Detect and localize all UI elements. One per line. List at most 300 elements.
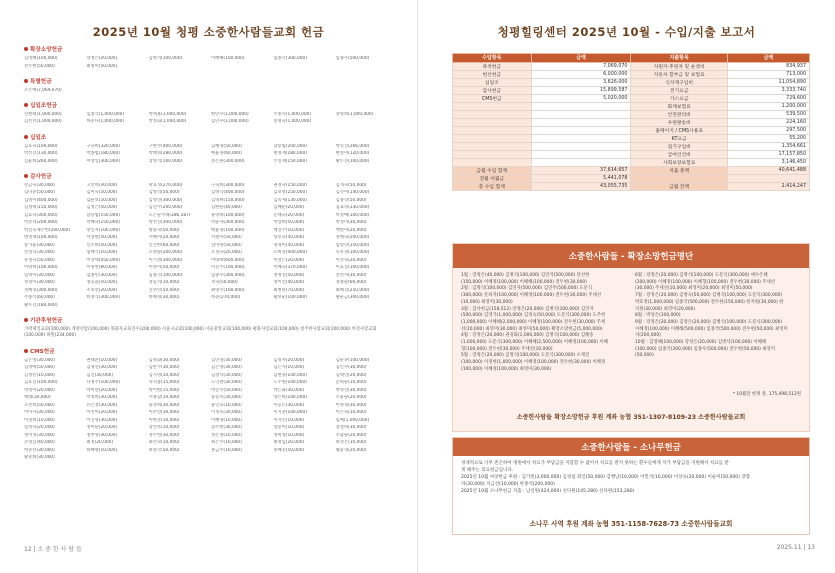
bullet-icon xyxy=(24,79,28,83)
donor-entry: 전선자(30,000) xyxy=(335,272,367,278)
offering-line: (30,000) 주세선(10,000) 최영미(20,000) 최영미(50,000) xyxy=(635,286,753,292)
expense-item: 금월 잔액 xyxy=(631,182,727,190)
donor-grid xyxy=(24,183,396,309)
donor-entry: 이상은(20,000) xyxy=(273,257,305,263)
donor-entry: 김병식(400,000) xyxy=(210,190,245,196)
expense-item: 홈페이지 / CMS사용료 xyxy=(631,126,727,134)
header-expense-item: 지출항목 xyxy=(631,54,727,63)
bullet-icon xyxy=(24,174,28,178)
offering-line: (300,000) 문희자(100,000) 이혜정(100,000) 전두현(30,000) 주세선 xyxy=(461,293,602,299)
offering-line: 10월 : 김영해(100,000) 강정은(20,000) 김병석(100,000) 이혜해 xyxy=(635,340,767,346)
expense-amount xyxy=(727,174,809,182)
donor-entry: 심미영(50,000) xyxy=(210,242,242,248)
donor-entry: 김병석(50,000) xyxy=(148,190,180,196)
table-row xyxy=(453,158,810,166)
donor-entry: 구숙희(320,000) xyxy=(86,143,120,149)
expense-item: 전기요금 xyxy=(631,86,727,94)
expense-amount: 55,200 xyxy=(727,134,809,142)
donor-entry: 윤인호(10,000) xyxy=(210,402,242,408)
income-item xyxy=(453,150,532,158)
donor-entry: 황두진(100,000) xyxy=(335,158,370,164)
donor-entry: 문태숙(20,000) xyxy=(273,212,305,218)
donor-entry: 최영임(20,000) xyxy=(273,440,305,446)
table-row xyxy=(453,134,810,142)
donor-entry: 임영미(30,000) xyxy=(24,272,55,278)
donor-entry: 오정숙(20,000) xyxy=(210,250,242,256)
donor-entry: 백대(30,000) xyxy=(24,395,51,401)
donor-entry: 정은원(300,000) xyxy=(210,158,245,164)
donor-entry: 김인수(30,000) xyxy=(335,365,367,371)
donor-entry: 김옥제(130,000) xyxy=(273,197,307,203)
donor-entry: 김혜경(50,000) xyxy=(210,143,242,149)
pine-tree-line: 2025년 10월 소나무헌금 지출 : 남신원(424,000) 신다원(145,280) 신다원(153,280) xyxy=(461,488,635,494)
donor-entry: 김민정(30,000) xyxy=(210,357,242,363)
donor-entry: 서원미(50,000) xyxy=(210,235,242,241)
offering-line: 박효정(1,000,000) 임종국(500,000) 전두현(150,000) 한지원(30,000) 한 xyxy=(635,299,784,305)
offering-line: 6월 : 강정은(20,000) 김병석(100,000) 도문식(300,000) 예수은혜 xyxy=(635,273,768,278)
table-row xyxy=(453,182,810,190)
offering-category xyxy=(24,101,396,126)
category-title: 확장소망헌금 xyxy=(30,47,63,53)
income-amount xyxy=(531,134,631,142)
donor-entry: 류영희(100,000) xyxy=(210,212,245,218)
donor-entry: 허준다(1,000,000) xyxy=(86,119,125,125)
donor-entry: 권태준(10,000) xyxy=(86,357,118,363)
donor-entry: 이혜영(10,000) xyxy=(210,417,242,423)
expense-amount: 834,937 xyxy=(727,62,809,70)
donor-entry: 하혜원(10,000) xyxy=(86,447,118,453)
donor-entry: 이자인(10,000) xyxy=(273,417,305,423)
table-row xyxy=(453,166,810,174)
category-heading xyxy=(24,133,396,141)
donor-entry: 허준선(30,000) xyxy=(24,447,55,453)
donor-entry: 임종국(300,000) xyxy=(273,56,307,61)
donor-entry: 황우진(180,000) xyxy=(24,302,58,308)
offering-line: 5월 : 강정은(20,000) 김병석(100,000) 도문식(300,000) 소재길 xyxy=(461,353,590,359)
expense-item: 사회보장보험료 xyxy=(631,158,727,166)
donor-entry: 이강택(450,000) xyxy=(86,257,120,263)
pine-tree-line: 게 해주는 의료헌금입니다. xyxy=(461,467,514,473)
pine-tree-title: 소중한사람들 - 소나무헌금 xyxy=(453,438,809,456)
donor-entry: 정부영(30,000) xyxy=(86,432,118,438)
donor-entry: 추종석(60,000) xyxy=(24,295,55,301)
expansion-hope-account: 소중한사람들 확장소망헌금 후원 계좌 농협 351-1307-8109-23 소중한사람들교회 xyxy=(516,414,746,421)
expense-amount: 1,200,000 xyxy=(727,102,809,110)
donor-entry: 이명정(30,000) xyxy=(335,402,367,408)
donor-entry: 김현경(100,000) xyxy=(273,372,307,378)
donor-entry: 유옥경(100,000) xyxy=(335,250,370,256)
donor-entry: 심윤희(260,000) xyxy=(24,158,58,164)
donor-entry: 강금숙(30,000) xyxy=(24,182,55,188)
donor-entry: 주종석(1,000,000) xyxy=(273,111,312,117)
donor-entry: 한민수(1,000,000) xyxy=(210,111,249,117)
donor-entry: 문희순(10,000) xyxy=(335,380,367,386)
pine-tree-line: 2025년 10월 씨앗헌금 후원 : 김가빈(3,000,000) 김경섭 휘인(50,000) 김행남(10,000) 이민석(10,000) 이상숙(20,000) 이순미(50,000) 장향 xyxy=(461,474,750,480)
donor-entry: 곽효정(270,000) xyxy=(148,182,183,188)
donor-entry: 장정희(30,000) xyxy=(335,425,367,431)
donor-entry: 오윤순(20,000) xyxy=(335,395,367,401)
donor-entry: 김미숙(50,000) xyxy=(86,190,118,196)
expense-item: 가스요금 xyxy=(631,94,727,102)
table-row xyxy=(453,78,810,86)
income-item xyxy=(453,142,532,150)
donor-entry: 박미현(15,000) xyxy=(148,387,180,393)
offering-category xyxy=(24,172,396,309)
income-item xyxy=(453,110,532,118)
offering-line: (50,000) xyxy=(635,353,654,359)
category-title: 특별헌금 xyxy=(30,78,52,85)
table-row xyxy=(453,118,810,126)
donor-entry: 정은경(10,000) xyxy=(210,432,242,438)
expense-item: 안전관리비 xyxy=(631,110,727,118)
category-heading xyxy=(24,172,396,180)
table-row xyxy=(453,70,810,78)
donor-entry: 방윤숙(50,000) xyxy=(148,227,180,233)
donor-entry: 변영재(100,000) xyxy=(24,235,58,241)
expense-amount: 729,600 xyxy=(727,94,809,102)
income-item: 총 수입 합계 xyxy=(453,182,532,190)
donor-entry: 최은주(10,000) xyxy=(210,440,242,446)
donor-entry: 송영숙(1,000,000) xyxy=(273,119,312,125)
donor-entry: 박길진(266,000) xyxy=(335,143,370,149)
income-amount xyxy=(531,118,631,126)
income-item xyxy=(453,126,532,134)
donor-entry: 김진(30,000) xyxy=(86,372,114,378)
expense-item: 자원자·후원자 및 운영비 xyxy=(631,62,727,70)
donor-entry: 정동윤(50,000) xyxy=(86,280,118,286)
donor-entry: 송동옥(30,000) xyxy=(210,395,242,401)
page-number-right: 2025.11 | 13 xyxy=(776,544,815,551)
total-note: * 10월말 현재 총, 175,498,512원 xyxy=(732,392,801,397)
donor-entry: 임혜(1,000,000) xyxy=(335,417,370,423)
donor-entry: 조옥선(20,000) xyxy=(86,287,118,293)
offering-line: 8월 : 박상은(100,000) xyxy=(635,313,681,319)
donor-entry: 엄영민(150,000) xyxy=(335,242,370,248)
donor-entry: 성민숙(50,000) xyxy=(273,235,305,241)
income-item: CMS헌금 xyxy=(453,94,532,102)
offering-line: 2월 : 김병석(100,000) 김연자(500,000) 김연주(500,000) 도문식 xyxy=(461,286,593,292)
donor-entry: 박문주(50,000) xyxy=(210,387,242,393)
income-amount xyxy=(531,142,631,150)
donor-entry: 김영미(400,000) xyxy=(24,197,58,203)
offering-list-jan-may xyxy=(461,273,629,374)
donor-entry: 김현순(40,000) xyxy=(210,205,242,211)
donor-entry: 이상일(300,000) xyxy=(86,158,120,164)
expense-amount: 1,354,661 xyxy=(727,142,809,150)
donor-entry: 정숙(50,000) xyxy=(210,280,238,286)
income-amount: 6,000,000 xyxy=(531,70,631,78)
donor-entry: 임종국(1,000,000) xyxy=(86,111,125,117)
income-item: 감사헌금 xyxy=(453,86,532,94)
donor-entry: 배윤경(100,000) xyxy=(210,227,245,233)
donor-entry: 이미자(30,000) xyxy=(24,410,55,416)
donor-grid xyxy=(24,144,396,165)
category-title: 감사헌금 xyxy=(30,173,52,180)
donor-entry: 박준혁(200,000) xyxy=(24,220,58,226)
expense-item xyxy=(631,174,727,182)
donor-entry: 하정은(10,000) xyxy=(335,440,367,446)
donor-entry: 김지영(10,000) xyxy=(148,372,180,378)
donor-entry: 황윤경(20,000) xyxy=(335,447,367,453)
donor-entry: 도주원(100,000) xyxy=(273,380,307,386)
donor-entry: 이은숙(10,000) xyxy=(335,410,367,416)
donor-entry: 장승미(10,000) xyxy=(273,425,305,431)
donor-entry: 최영미(50,000) xyxy=(86,63,118,69)
donor-entry: 박진욱제주헌(200,000) xyxy=(24,227,71,233)
category-heading xyxy=(24,347,396,355)
expense-amount: 11,054,890 xyxy=(727,78,809,86)
donor-entry: 신소희(50,000) xyxy=(86,242,118,248)
donor-entry: 신진한(60,000) xyxy=(148,242,180,248)
donor-entry: 송가윤(30,000) xyxy=(24,242,55,248)
donor-entry: 최정(20,000) xyxy=(86,440,114,446)
expense-item: 식자재구입비 xyxy=(631,78,727,86)
income-item xyxy=(453,134,532,142)
income-expense-table xyxy=(452,53,810,191)
donor-entry: 양은희(100,000) xyxy=(273,395,307,401)
donor-entry: 홍금주(10,000) xyxy=(210,447,242,453)
pine-tree-body xyxy=(453,456,809,496)
category-title: 십일조 xyxy=(30,134,47,141)
donor-entry: 변영재(180,000) xyxy=(273,151,307,157)
table-row xyxy=(453,126,810,134)
donor-entry: 이혜해(100,000) xyxy=(210,56,245,61)
donor-entry: 김은영(30,000) xyxy=(210,365,242,371)
donor-entry: 박혜숙(250,000) xyxy=(86,220,120,226)
donor-entry: 박정화(1,000,000) xyxy=(148,119,187,125)
offering-line: 4월 : 강정은(20,000) 권경화(1,000,000) 김병석(100,000) 김혜송 xyxy=(461,333,594,339)
donor-entry: 김영애(50,000) xyxy=(24,365,55,371)
offering-line: (200,000) 이혜정(100,000) 이혜형(100,000) 전두현(30,000) 주세선 xyxy=(635,279,776,285)
donor-entry: 최병관(70,000) xyxy=(273,287,305,293)
donor-entry: 조은예(7,069,070) xyxy=(24,87,62,93)
donor-entry: 이동은(30,000) xyxy=(273,402,305,408)
donor-entry: 임성숙(20,000) xyxy=(24,425,55,431)
donor-entry: 이지훈(100,000) xyxy=(273,410,307,416)
donor-entry: 이영미(50,000) xyxy=(148,265,180,271)
donor-entry: 김나준(50,000) xyxy=(24,190,55,196)
donor-grid xyxy=(24,112,396,126)
donor-entry: 도덕천(30,000) xyxy=(210,380,242,386)
donor-entry: 김연주(200,000) xyxy=(148,205,183,211)
donor-entry: 김민수(1,000,000) xyxy=(210,119,249,125)
pine-tree-line: 자(30,000) 지금선(10,000) 한종석(200,000) xyxy=(461,481,555,487)
right-page xyxy=(418,0,835,573)
income-item xyxy=(453,118,532,126)
donor-entry: 김완주(30,000) xyxy=(148,365,180,371)
header-income-item: 수입항목 xyxy=(453,54,532,63)
expense-item: 집기구입비 xyxy=(631,142,727,150)
expense-item: 지출 총액 xyxy=(631,166,727,174)
donor-entry: 이혜숙(370,000) xyxy=(273,265,307,271)
income-amount: 5,020,000 xyxy=(531,94,631,102)
donor-entry: 박정미(30,000) xyxy=(335,220,367,226)
offering-line: 이혜정(100,000) 이혜해(500,000) 임종국(500,000) 전두현(50,000) 최영미 xyxy=(635,326,788,332)
income-amount: 5,441,078 xyxy=(531,174,631,182)
donor-entry: 박영신(30,000) xyxy=(335,387,367,393)
donor-lists xyxy=(24,45,396,462)
offering-line: 3월 : 감사헌금(158,512) 강정은(20,000) 김병석(100,000) 김연자 xyxy=(461,306,594,312)
donor-entry: 나지용(15,000) xyxy=(148,380,180,386)
table-row xyxy=(453,94,810,102)
donor-entry: 김태연(20,000) xyxy=(335,372,367,378)
expense-amount: 297,500 xyxy=(727,126,809,134)
donor-entry: 정영진(50,000) xyxy=(273,272,305,278)
donor-entry: 김효숙(130,000) xyxy=(335,205,370,211)
donor-entry: 최선숙(10,000) xyxy=(148,440,180,446)
offering-line: (1,000,000) 이혜해(2,000,000) 이혜정(100,000) 전두현(30,000) 주세 xyxy=(461,319,606,325)
donor-entry: 오희성(400,000) xyxy=(273,250,307,256)
table-row xyxy=(453,86,810,94)
donor-entry: 성혜숙(200,000) xyxy=(335,235,370,241)
donor-entry: 이양희(100,000) xyxy=(24,265,58,271)
donor-entry: 정미정(30,000) xyxy=(24,432,55,438)
expense-amount: 713,000 xyxy=(727,70,809,78)
donor-entry: 서혜미(20,000) xyxy=(148,235,180,241)
donor-entry: 황순금(300,000) xyxy=(335,295,370,301)
donor-entry: 남승범(150,000) xyxy=(86,212,120,218)
bullet-icon xyxy=(24,349,28,353)
donor-entry: 최혜진(250,000) xyxy=(335,287,370,293)
donor-entry: 김효숙(300,000) xyxy=(24,212,58,218)
donor-text: 가락제일교회(100,000) 개양선암(100,000) 목회자교육연수(200,000) 서울시교회(100,000) 서울중앙교회(100,000) 평화사랑교회(100,000) 청주한사랑교회(100,000) 비전사랑교회(100,000) 하빌(234,000) xyxy=(24,327,377,339)
expense-amount: 40,641,488 xyxy=(727,166,809,174)
donor-entry: 염혜식(10,000) xyxy=(86,250,118,256)
offering-line: (100,000) 이정현(1,000,000) 이혜정(100,000) 전두현(30,000) 이혜정 xyxy=(461,360,606,366)
donor-entry: 홍혜진(50,000) xyxy=(273,447,305,453)
bullet-icon xyxy=(24,47,28,51)
income-item: 십일조 xyxy=(453,78,532,86)
category-heading xyxy=(24,316,396,324)
income-amount xyxy=(531,158,631,166)
donor-entry: 김성자(20,000) xyxy=(273,357,305,363)
donor-entry: 정종순(60,000) xyxy=(335,280,367,286)
income-amount xyxy=(531,150,631,158)
header-income-amount: 금액 xyxy=(531,54,631,63)
donor-entry: 김영해(100,000) xyxy=(24,56,58,61)
offering-line: (1,000,000) 도문식(300,000) 이혜해(2,500,000) 이혜정(100,000) 이혜 xyxy=(461,340,608,346)
donor-entry: 박미란(20,000) xyxy=(86,387,118,393)
donor-entry: 유정숙(50,000) xyxy=(24,257,55,263)
left-page xyxy=(0,0,417,573)
donor-entry: 박종범(180,000) xyxy=(86,151,120,157)
expansion-hope-offering-box xyxy=(452,243,810,432)
donor-entry: 서종갑(10,000) xyxy=(148,395,180,401)
donor-entry: 정미순(20,000) xyxy=(86,425,118,431)
donor-entry: 임종우(500,000) xyxy=(335,56,370,61)
donor-entry: 노은순주례(286,587) xyxy=(148,212,191,218)
left-page-title: 2025년 10월 청평 소중한사람들교회 헌금 xyxy=(92,25,325,39)
donor-entry: 연정의(30,000) xyxy=(24,250,55,256)
offering-line: (500,000) 김영가(1,000,000) 김정숙(50,000) 도문식(300,000) 도주헌 xyxy=(461,313,606,319)
income-item: 금월 수입 합계 xyxy=(453,166,532,174)
donor-entry: 하정국(50,000) xyxy=(148,447,180,453)
income-item: 전월 이월금 xyxy=(453,174,532,182)
donor-entry: 장소현(30,000) xyxy=(210,425,242,431)
expense-item: 급여인건비 xyxy=(631,150,727,158)
donor-grid xyxy=(24,56,396,70)
donor-entry: 최영주(100,000) xyxy=(210,287,245,293)
expense-item: 우편발송비 xyxy=(631,118,727,126)
donor-entry: 김순준(100,000) xyxy=(335,357,370,363)
donor-entry: 김효진(100,000) xyxy=(24,380,58,386)
donor-entry: 이진영(30,000) xyxy=(86,417,118,423)
donor-entry: 김병석(100,000) xyxy=(148,56,183,61)
donor-entry: 박혜영(280,000) xyxy=(148,151,183,157)
donor-entry: 주연재(150,000) xyxy=(273,158,307,164)
expense-amount: 224,160 xyxy=(727,118,809,126)
donor-entry: 김정민(10,000) xyxy=(24,372,55,378)
income-item: 목적헌금 xyxy=(453,62,532,70)
donor-entry: 한혜경(30,000) xyxy=(148,295,180,301)
donor-entry: 배윤경(60,000) xyxy=(210,151,242,157)
offering-line: (150,000) 이혜정(100,000) 이혜해(100,000) 전두현(30,000) xyxy=(461,279,587,285)
donor-entry: 이효진(100,000) xyxy=(335,265,370,271)
donor-entry: 이성숙(20,000) xyxy=(335,257,367,263)
donor-entry: 김영희(150,000) xyxy=(210,197,245,203)
category-heading xyxy=(24,77,396,85)
offering-category xyxy=(24,347,396,462)
donor-entry: 윤성희(30,000) xyxy=(148,402,180,408)
expense-amount: 539,500 xyxy=(727,110,809,118)
expense-item: 화재보험료 xyxy=(631,102,727,110)
offering-line: (100,000) 임종국(300,000) 임종우(500,000) 전두현(50,000) 최영미 xyxy=(635,346,776,352)
donor-entry: 이기영(300,000) xyxy=(148,257,183,263)
category-title: 십일조헌금 xyxy=(30,102,58,109)
category-heading xyxy=(24,101,396,109)
donor-entry: 박경애(100,000) xyxy=(335,212,370,218)
donor-entry: 임종국(100,000) xyxy=(148,272,183,278)
donor-entry: 진선민(50,000) xyxy=(148,287,180,293)
donor-entry: 김효숙(100,000) xyxy=(24,143,58,149)
donor-entry: 황준희(30,000) xyxy=(24,455,55,461)
donor-entry: 황보순(100,000) xyxy=(273,295,307,301)
donor-entry: 신현택(1,000,000) xyxy=(24,111,62,117)
donor-entry: 김명화(30,000) xyxy=(148,357,180,363)
donor-entry: 구현주(400,000) xyxy=(148,143,183,149)
expansion-hope-title: 소중한사람들 - 확장소망헌금명단 xyxy=(453,244,809,268)
offering-line: (10,000) 최영미(30,000) xyxy=(461,299,513,305)
pine-tree-offering-box xyxy=(452,437,810,535)
offering-line: 형(100,000) 전두현(30,000) 주세선(10,000) xyxy=(461,346,553,352)
donor-entry: 정동석(10,000) xyxy=(148,280,180,286)
donor-entry: 박경미(20,000) xyxy=(24,387,55,393)
header-expense-amount: 금액 xyxy=(727,54,809,63)
donor-entry: 강정은(20,000) xyxy=(86,56,118,61)
donor-entry: 백진주(10,000) xyxy=(273,227,305,233)
donor-entry: 김영연(300,000) xyxy=(148,197,183,203)
donor-entry: 김정은(50,000) xyxy=(86,205,118,211)
table-row xyxy=(453,110,810,118)
table-row xyxy=(453,150,810,158)
expense-amount: 3,146,450 xyxy=(727,158,809,166)
category-heading xyxy=(24,45,396,53)
donor-entry: 유은정(30,000) xyxy=(86,402,118,408)
donor-entry: 오영순(200,000) xyxy=(148,250,183,256)
donor-entry: 김창석(30,000) xyxy=(210,372,242,378)
table-header-row xyxy=(453,54,810,63)
donor-entry: 전두현(50,000) xyxy=(24,63,55,69)
donor-entry: 한정식(300,000) xyxy=(86,295,120,301)
donor-entry: 이진주(100,000) xyxy=(210,265,245,271)
donor-entry: 정혜경(300,000) xyxy=(24,287,58,293)
income-amount: 15,899,587 xyxy=(531,86,631,94)
donor-entry: 오선희(50,000) xyxy=(24,402,55,408)
bullet-icon xyxy=(24,318,28,322)
donor-entry: 김정택(150,000) xyxy=(24,205,58,211)
offering-line: 9월 : 강정은(20,000) 김정은(20,000) 김병석(100,000) 도문식(300,000) xyxy=(635,319,783,325)
donor-entry: 김혜순(20,000) xyxy=(273,205,305,211)
